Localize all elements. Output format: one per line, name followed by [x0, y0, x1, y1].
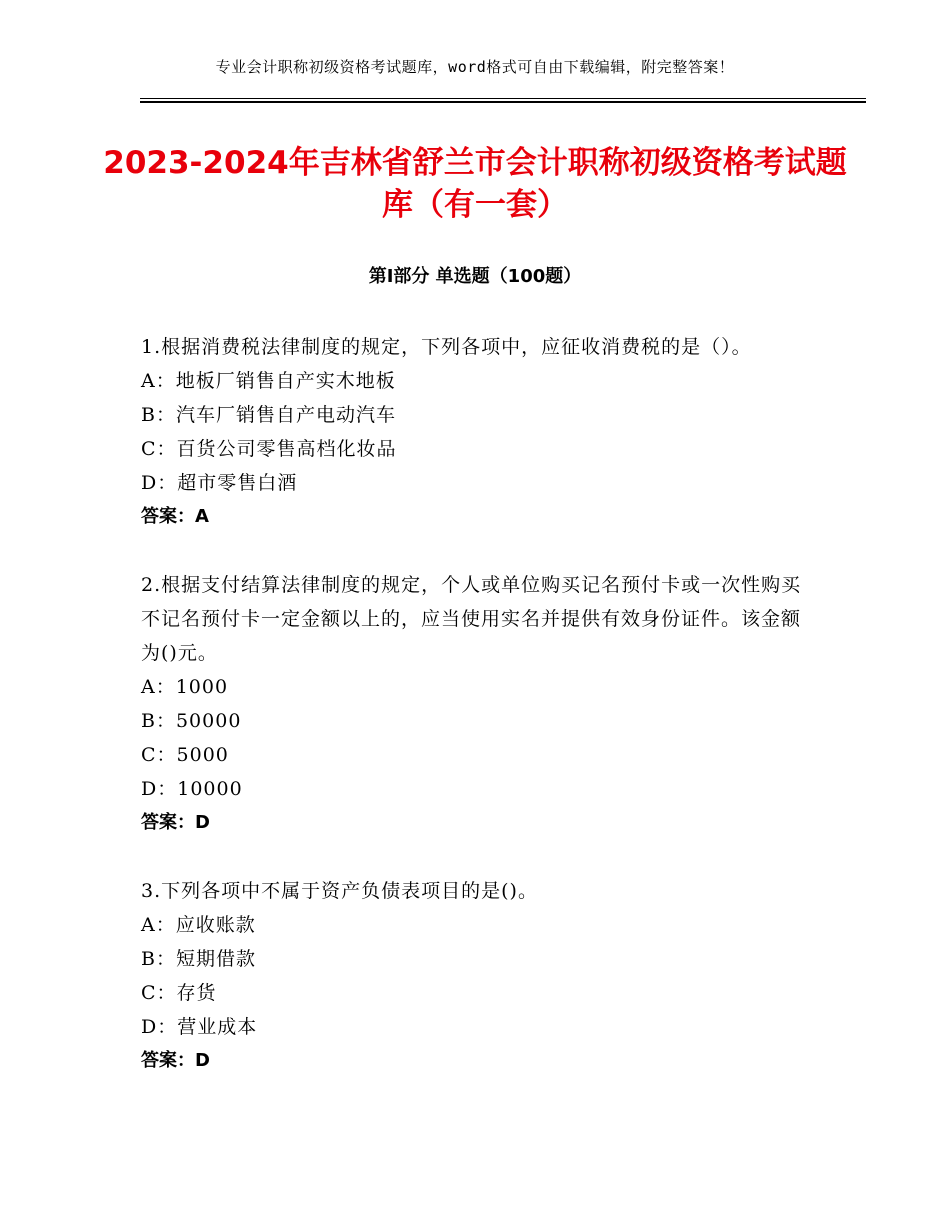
option-b: B：短期借款: [141, 948, 256, 970]
question-list: [141, 330, 811, 1112]
header-note: 专业会计职称初级资格考试题库，word格式可自由下载编辑，附完整答案！: [215, 58, 735, 76]
document-title: 2023-2024年吉林省舒兰市会计职称初级资格考试题库（有一套）: [103, 145, 847, 223]
option-c: C：存货: [141, 982, 217, 1004]
section-title: 第Ⅰ部分 单选题（100题）: [368, 266, 582, 287]
question-stem: 3.下列各项中不属于资产负债表项目的是()。: [141, 880, 538, 902]
option-b: B：汽车厂销售自产电动汽车: [141, 404, 396, 426]
question-1: [141, 330, 811, 534]
option-c: C：5000: [141, 744, 229, 766]
option-d: D：超市零售白酒: [141, 472, 298, 494]
option-d: D：营业成本: [141, 1016, 258, 1038]
question-stem: 1.根据消费税法律制度的规定，下列各项中，应征收消费税的是（）。: [141, 336, 752, 358]
option-d: D：10000: [141, 778, 243, 800]
question-stem: 2.根据支付结算法律制度的规定，个人或单位购买记名预付卡或一次性购买不记名预付卡一定金额以上的，应当使用实名并提供有效身份证件。该金额为()元。: [141, 574, 802, 664]
answer: 答案：D: [141, 812, 210, 833]
option-a: A：地板厂销售自产实木地板: [141, 370, 396, 392]
question-2: [141, 568, 811, 840]
option-b: B：50000: [141, 710, 242, 732]
answer: 答案：A: [141, 506, 209, 527]
header-divider-thin: [140, 98, 866, 99]
question-3: [141, 874, 811, 1078]
answer: 答案：D: [141, 1050, 210, 1071]
option-a: A：应收账款: [141, 914, 256, 936]
option-a: A：1000: [141, 676, 229, 698]
header-divider-thick: [140, 101, 866, 103]
option-c: C：百货公司零售高档化妆品: [141, 438, 397, 460]
